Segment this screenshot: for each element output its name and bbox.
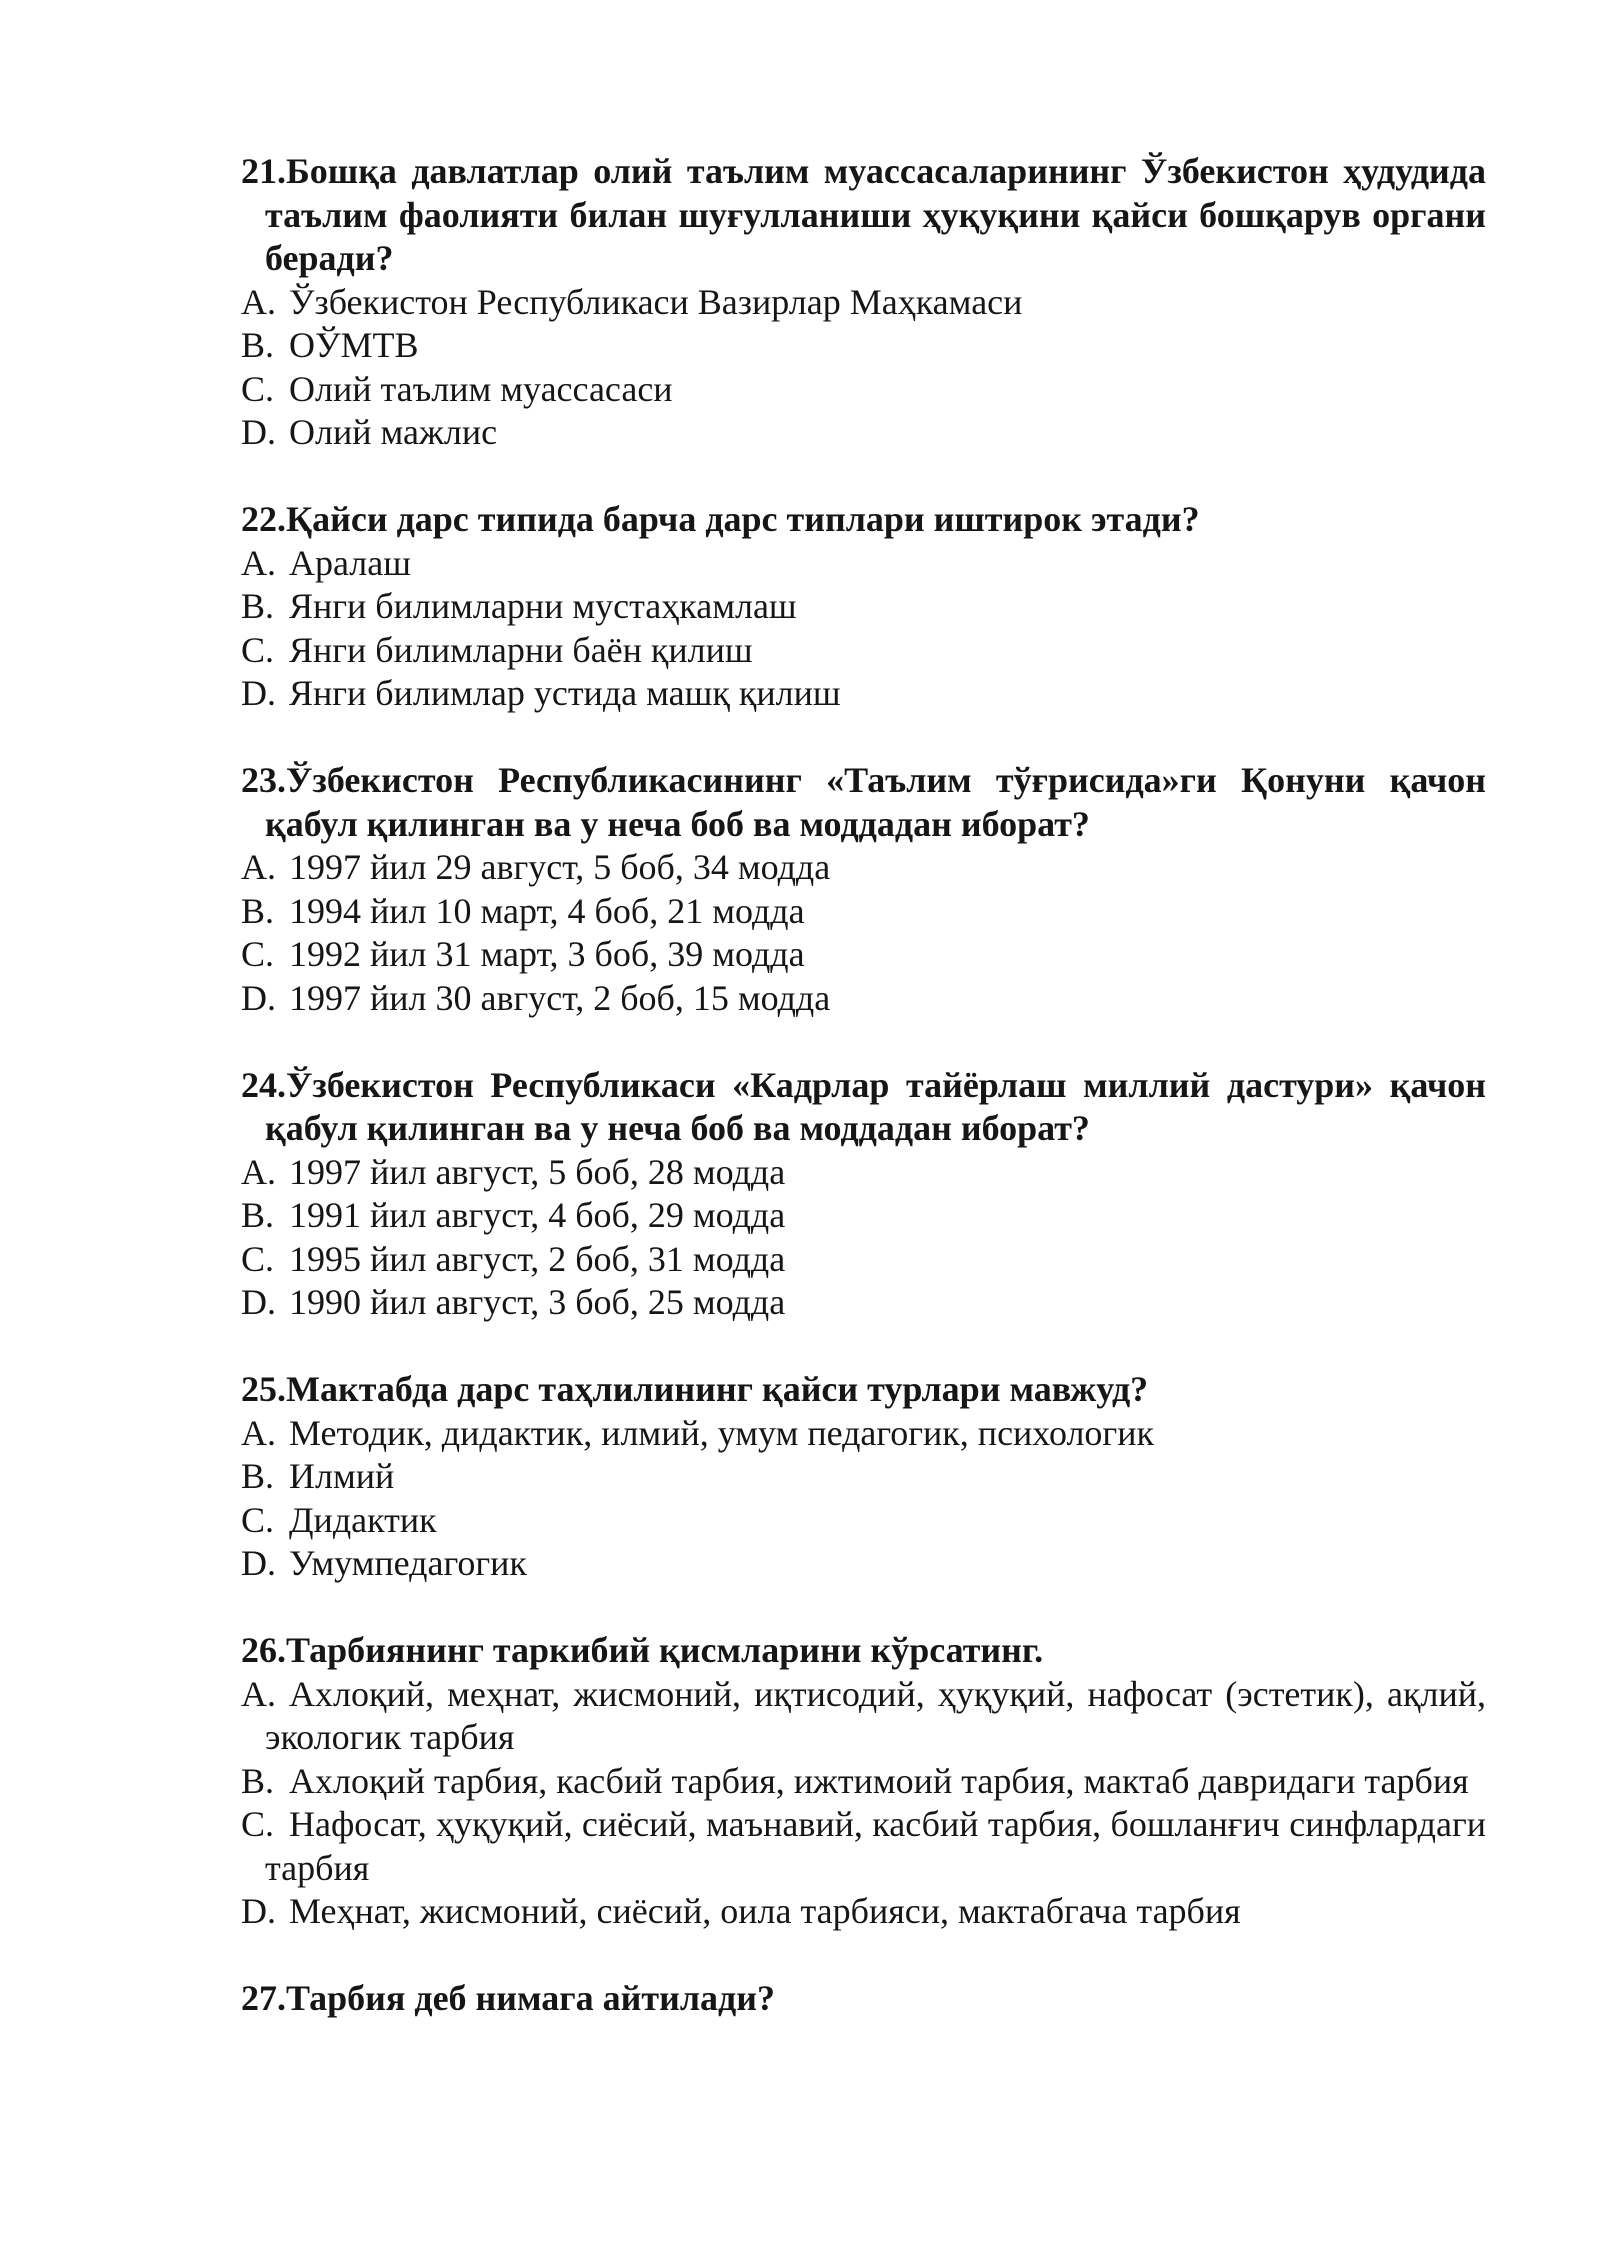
question-block [241,1368,1486,1586]
answer-option [241,846,1486,890]
answer-option [241,1673,1486,1760]
option-letter: C. [241,934,275,974]
answer-option [241,933,1486,977]
option-letter: D. [241,1543,276,1583]
answer-option [241,281,1486,325]
answer-option [241,1499,1486,1543]
option-letter: C. [241,1804,275,1844]
option-text: 1991 йил август, 4 боб, 29 модда [289,1195,786,1235]
option-letter: B. [241,1195,275,1235]
option-letter: A. [241,1412,276,1453]
question-text [241,759,1486,846]
question-number: 21. [241,151,286,191]
question-text [241,150,1486,281]
question-number: 27. [241,1978,286,2018]
question-text [241,1064,1486,1151]
question-block [241,498,1486,716]
option-letter: A. [241,1151,276,1192]
answer-option [241,977,1486,1021]
answer-option [241,368,1486,412]
answer-option [241,1890,1486,1934]
option-text: 1994 йил 10 март, 4 боб, 21 модда [289,890,805,931]
answer-option [241,1194,1486,1238]
question-number: 24. [241,1064,286,1105]
option-letter: A. [241,542,276,583]
option-text: 1992 йил 31 март, 3 боб, 39 модда [289,934,805,974]
option-letter: B. [241,1456,275,1496]
question-label: Тарбиянинг таркибий қисмларини кўрсатинг. [286,1630,1044,1670]
question-text [241,1629,1486,1673]
answer-option [241,1760,1486,1804]
option-text: 1997 йил 30 август, 2 боб, 15 модда [289,977,831,1018]
question-text [241,1368,1486,1412]
option-letter: D. [241,673,276,713]
answer-option [241,1803,1486,1890]
question-number: 22. [241,499,286,539]
question-label: Қайси дарс типида барча дарс типлари иштирок этади? [286,499,1200,539]
option-text: Янги билимларни баён қилиш [289,629,753,670]
question-label: Тарбия деб нимага айтилади? [286,1978,775,2018]
option-text: Илмий [289,1456,395,1496]
question-label: Ўзбекистон Республикаси «Кадрлар тайёрлаш миллий дастури» қачон қабул қилинган ва у неча боб ва моддадан иборат? [265,1064,1486,1148]
option-letter: B. [241,586,275,626]
answer-option [241,1151,1486,1195]
question-block [241,1064,1486,1325]
option-text: Меҳнат, жисмоний, сиёсий, оила тарбияси, мактабгача тарбия [289,1891,1241,1931]
option-text: Ўзбекистон Республикаси Вазирлар Маҳкамаси [289,281,1023,322]
option-letter: C. [241,1499,275,1540]
option-letter: D. [241,412,276,452]
option-letter: C. [241,368,275,409]
question-number: 25. [241,1369,286,1409]
option-text: Олий мажлис [289,412,498,452]
option-letter: B. [241,1760,275,1801]
option-text: Нафосат, ҳуқуқий, сиёсий, маънавий, касбий тарбия, бошланғич синфлардаги тарбия [265,1804,1486,1888]
option-letter: B. [241,325,275,365]
option-letter: B. [241,890,275,931]
question-block [241,150,1486,455]
question-block [241,1977,1486,2021]
option-text: Ахлоқий тарбия, касбий тарбия, ижтимоий тарбия, мактаб давридаги тарбия [289,1760,1469,1801]
option-letter: A. [241,281,276,322]
option-text: Янги билимлар устида машқ қилиш [289,673,841,713]
option-letter: A. [241,847,276,887]
answer-option [241,1281,1486,1325]
question-label: Ўзбекистон Республикасининг «Таълим тўғрисида»ги Қонуни қачон қабул қилинган ва у неча боб ва моддадан иборат? [265,760,1486,844]
question-number: 23. [241,760,286,800]
answer-option [241,542,1486,586]
option-letter: C. [241,629,275,670]
option-text: 1995 йил август, 2 боб, 31 модда [289,1238,786,1279]
document-page [241,150,1486,2064]
option-text: Олий таълим муассасаси [289,368,673,409]
answer-option [241,1455,1486,1499]
option-text: 1997 йил 29 август, 5 боб, 34 модда [289,847,831,887]
option-letter: D. [241,1891,276,1931]
question-text [241,498,1486,542]
option-text: Умумпедагогик [289,1543,527,1583]
answer-option [241,672,1486,716]
option-text: Аралаш [289,542,411,583]
answer-option [241,1412,1486,1456]
option-letter: D. [241,977,276,1018]
option-text: Ахлоқий, меҳнат, жисмоний, иқтисодий, ҳуқуқий, нафосат (эстетик), ақлий, экологик тарбия [265,1673,1486,1757]
answer-option [241,411,1486,455]
answer-option [241,1238,1486,1282]
option-text: 1997 йил август, 5 боб, 28 модда [289,1151,786,1192]
option-letter: D. [241,1282,276,1322]
question-block [241,1629,1486,1934]
question-label: Мактабда дарс таҳлилининг қайси турлари мавжуд? [286,1369,1149,1409]
option-text: 1990 йил август, 3 боб, 25 модда [289,1282,786,1322]
question-block [241,759,1486,1020]
answer-option [241,324,1486,368]
option-text: ОЎМТВ [289,325,419,365]
answer-option [241,1542,1486,1586]
question-label: Бошқа давлатлар олий таълим муассасаларининг Ўзбекистон ҳудудида таълим фаолияти билан шуғулланиши ҳуқуқини қайси бошқарув органи беради? [265,151,1486,278]
question-text [241,1977,1486,2021]
option-letter: A. [241,1673,276,1714]
option-letter: C. [241,1238,275,1279]
option-text: Дидактик [289,1499,437,1540]
answer-option [241,890,1486,934]
answer-option [241,585,1486,629]
question-number: 26. [241,1630,286,1670]
option-text: Янги билимларни мустаҳкамлаш [289,586,797,626]
option-text: Методик, дидактик, илмий, умум педагогик, психологик [289,1412,1154,1453]
answer-option [241,629,1486,673]
